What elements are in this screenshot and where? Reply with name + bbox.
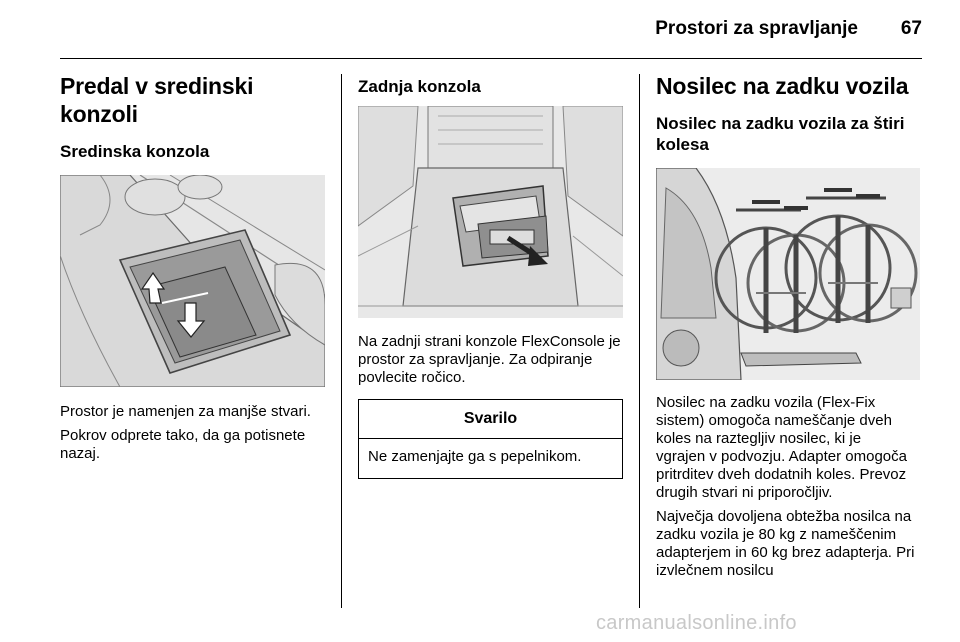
subsection-heading: Zadnja konzola <box>358 77 481 96</box>
paragraph-1: Nosilec na zadku vozila (Flex-Fix sistem) omogoča nameščanje dveh koles na raztegljiv nosilec, ki je vgrajen v podvozju. Adapter omogoča pritrditev dveh dodatnih koles. Prevoz drugih stvari ni priporočljiv. <box>656 394 907 501</box>
paragraph-2: Največja dovoljena obtežba nosilca na zadku vozila je 80 kg z nameščenim adapterjem in 60 kg brez adapterja. Pri izvlečnem nosilcu <box>656 508 915 579</box>
header-rule <box>60 58 922 59</box>
subsection-heading: Nosilec na zadku vozila za štiri kolesa <box>656 114 905 154</box>
section-heading: Nosilec na zadku vozila <box>656 73 909 99</box>
paragraph-1: Prostor je namenjen za manjše stvari. <box>60 403 311 420</box>
column-rear-console <box>358 72 623 479</box>
caution-box <box>358 399 623 479</box>
bike-carrier-illustration <box>656 168 920 380</box>
running-head <box>640 14 922 48</box>
section-title: Prostori za spravljanje <box>655 18 858 39</box>
subsection-heading: Sredinska konzola <box>60 142 210 161</box>
rear-console-drawing <box>358 106 623 318</box>
rear-console-illustration <box>358 106 623 318</box>
center-console-illustration <box>60 175 325 387</box>
page-number: 67 <box>900 18 922 39</box>
column-divider-1 <box>341 74 342 608</box>
section-heading: Predal v sredinski konzoli <box>60 73 254 127</box>
bike-carrier-drawing <box>656 168 920 380</box>
center-console-drawing <box>60 175 325 387</box>
paragraph-1: Na zadnji strani konzole FlexConsole je prostor za spravljanje. Za odpiranje povlecite ročico. <box>358 333 621 386</box>
caution-text: Ne zamenjajte ga s pepelnikom. <box>359 438 622 478</box>
watermark: carmanualsonline.info <box>596 612 797 634</box>
column-center-console <box>60 72 325 463</box>
paragraph-2: Pokrov odprete tako, da ga potisnete nazaj. <box>60 427 306 462</box>
column-divider-2 <box>639 74 640 608</box>
caution-title: Svarilo <box>463 410 518 427</box>
column-rear-carrier <box>656 72 922 580</box>
